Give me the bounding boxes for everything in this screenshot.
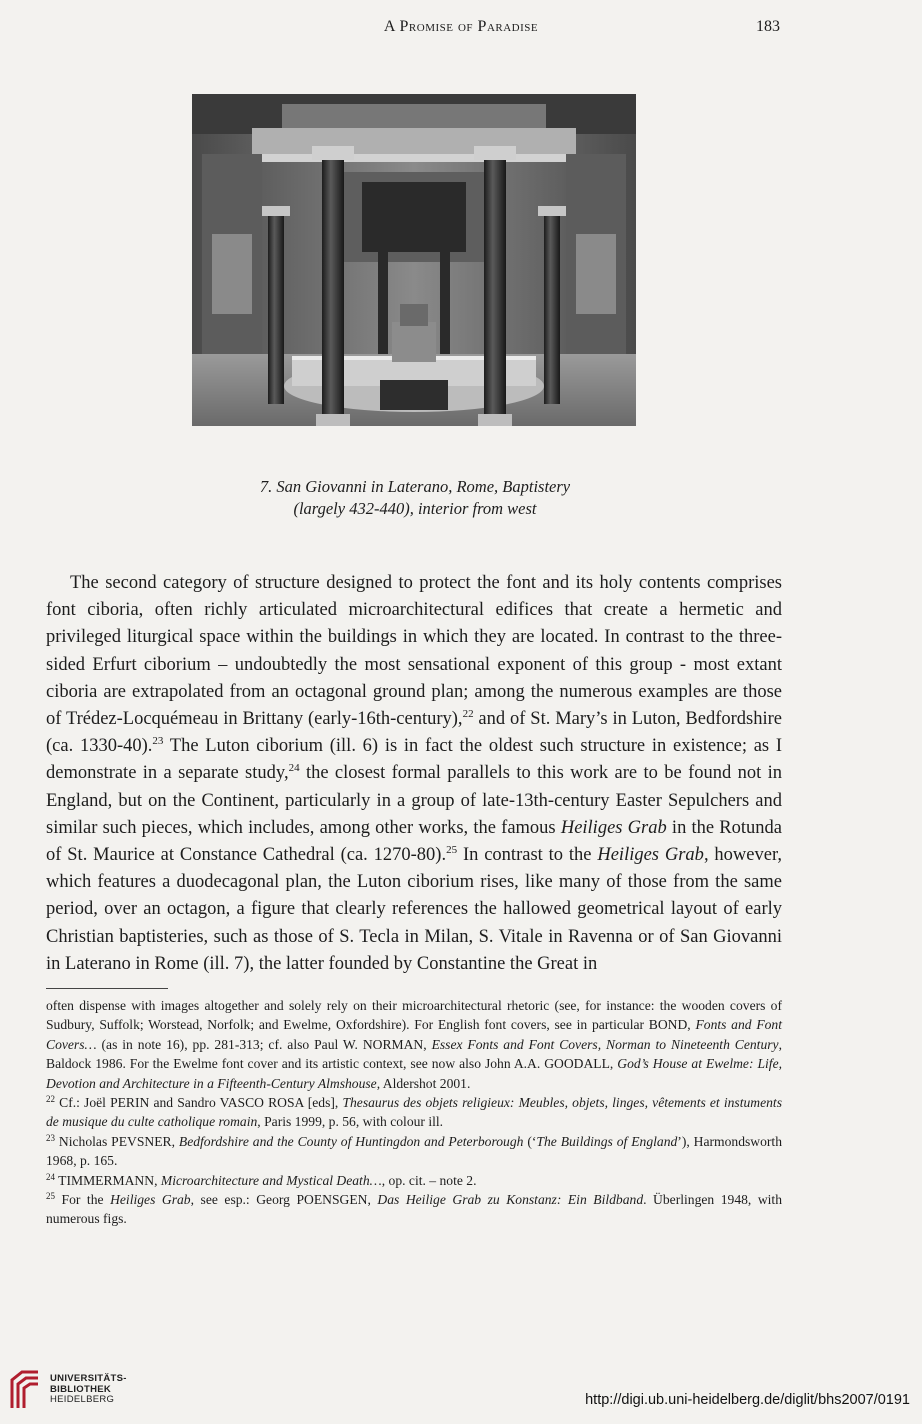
footnote-ref-22[interactable]: 22 bbox=[462, 708, 474, 721]
footnote-continuation: often dispense with images altogether and solely rely on their microarchitectural rhetoric (see, for instance: the wooden covers of Sudbury, Suffolk; Worstead, Norfolk; and Ewelme, Oxfordshire). For English font covers, see in particular BOND, Fonts and Font Covers… (as in note 16), pp. 281-313; cf. also Paul W. NORMAN, Essex Fonts and Font Covers, Norman to Nineteenth Century, Baldock 1986. For the Ewelme font cover and its artistic context, see now also John A.A. GOODALL, God’s House at Ewelme: Life, Devotion and Architecture in a Fifteenth-Century Almshouse, Aldershot 2001. bbox=[46, 998, 783, 1091]
body-text-segment: , however, which features a duodecagonal plan, the Luton ciborium rises, like many of those from the same period, over an octagon, a figure that clearly references the hallowed geometrical layout of early Christian baptisteries, such as those of S. Tecla in Milan, S. Vitale in Ravenna or of San Giovanni in Laterano in Rome (ill. 7), the latter founded by Constantine the Great in bbox=[46, 845, 782, 974]
body-text-segment: the closest formal parallels to this work are to be found not in England, but on the Continent, particularly in a group of late-13th-century Easter Sepulchers and similar such pieces, which includes, among other works, the famous bbox=[46, 763, 782, 838]
footnote-ref-25[interactable]: 25 bbox=[446, 844, 458, 857]
running-head: A Promise of Paradise bbox=[383, 18, 539, 35]
body-text-segment: The second category of structure designed to protect the font and its holy contents comprises font ciboria, often richly articulated microarchitectural edifices that create a hermetic and privileged liturgical space within the buildings in which they are located. In contrast to the three-sided Erfurt ciborium – undoubtedly the most sensational exponent of this group - most extant ciboria are extrapolated from an octagonal ground plan; among the numerous examples are those of Trédez-Locquémeau in Brittany (early-16th-century), bbox=[46, 573, 782, 730]
logo-line-3: HEIDELBERG bbox=[50, 1394, 115, 1405]
body-text-segment: In contrast to the bbox=[457, 845, 598, 866]
logo-line-2: BIBLIOTHEK bbox=[50, 1383, 112, 1395]
footnote-divider bbox=[46, 988, 168, 989]
italic-term: Heiliges Grab bbox=[560, 817, 667, 838]
footnote-24: $^{24}$ TIMMERMANN, Microarchitecture and Mystical Death…, op. cit. – note 2. bbox=[46, 1171, 477, 1188]
footnote-ref-24[interactable]: 24 bbox=[288, 762, 300, 775]
library-logo-text bbox=[50, 1374, 127, 1406]
footnote-23: $^{23}$ Nicholas PEVSNER, Bedfordshire and the County of Huntingdon and Peterborough (‘The Buildings of England’), Harmondsworth 1968, p. 165. bbox=[46, 1132, 783, 1169]
body-text-segment: in the Rotunda of St. Maurice at Constance Cathedral (ca. 1270-80). bbox=[46, 817, 782, 866]
baptistery-illustration bbox=[192, 94, 636, 426]
body-text-segment: and of St. Mary’s in Luton, Bedfordshire (ca. 1330-40). bbox=[46, 709, 783, 757]
italic-term: Heiliges Grab bbox=[597, 845, 704, 866]
footnote-ref-23[interactable]: 23 bbox=[152, 735, 164, 748]
footnote-25: $^{25}$ For the Heiliges Grab, see esp.: Georg POENSGEN, Das Heilige Grab zu Konstanz: Ein Bildband. Überlingen 1948, with numerous figs. bbox=[46, 1191, 783, 1227]
logo-line-1: UNIVERSITÄTS- bbox=[50, 1373, 127, 1384]
body-text-segment: The Luton ciborium (ill. 6) is in fact the oldest such structure in existence; as I demonstrate in a separate study, bbox=[46, 736, 782, 784]
figure-photo bbox=[192, 94, 636, 426]
library-logo-icon bbox=[8, 1370, 42, 1410]
figure-caption bbox=[0, 476, 830, 520]
library-logo[interactable] bbox=[8, 1368, 148, 1412]
digital-source-url[interactable]: http://digi.ub.uni-heidelberg.de/diglit/bhs2007/0191 bbox=[585, 1392, 910, 1408]
caption-line-2: (largely 432-440), interior from west bbox=[293, 499, 537, 518]
page-header bbox=[0, 14, 922, 44]
caption-line-1: 7. San Giovanni in Laterano, Rome, Baptistery bbox=[259, 477, 571, 496]
footnotes bbox=[46, 996, 782, 1229]
footnote-22: $^{22}$ Cf.: Joël PERIN and Sandro VASCO ROSA [eds], Thesaurus des objets religieux: Meubles, objets, linges, vêtements et instuments de musique du culte catholique romain, Paris 1999, p. 56, with colour ill. bbox=[46, 1094, 782, 1130]
body-paragraph bbox=[46, 570, 782, 978]
page-number: 183 bbox=[756, 18, 780, 35]
